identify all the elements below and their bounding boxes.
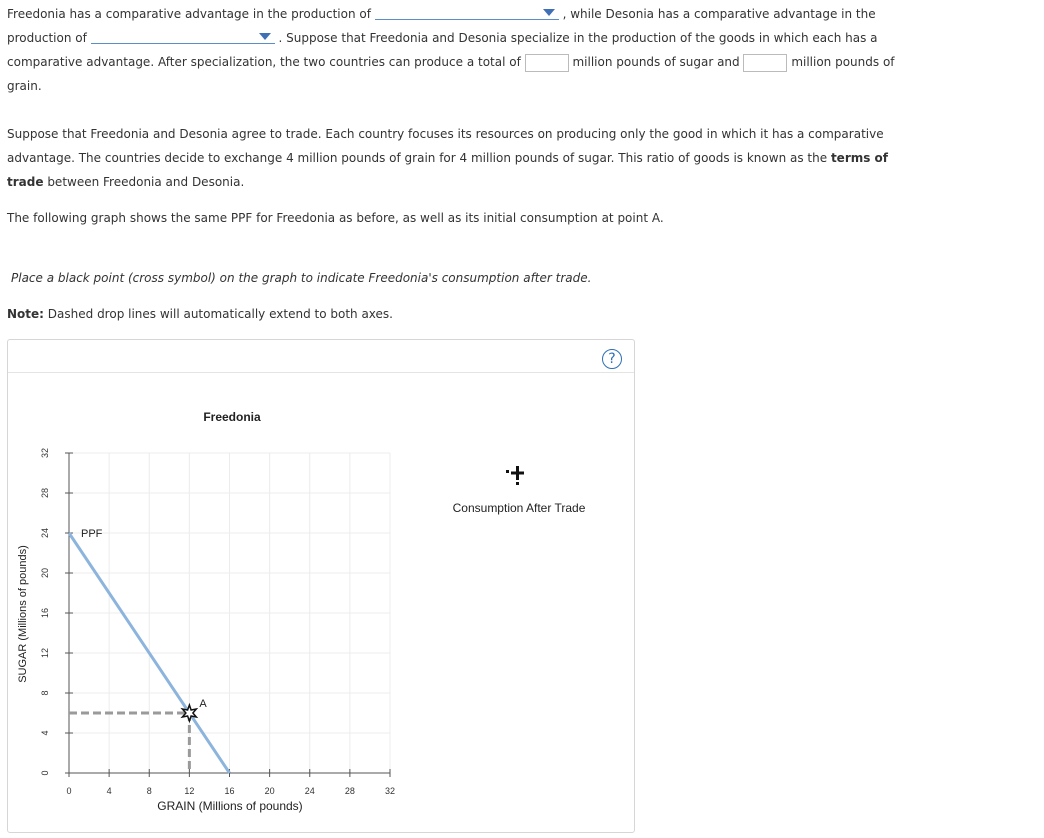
y-tick-label: 4: [40, 730, 50, 736]
ppf-label: PPF: [81, 528, 103, 540]
grain-total-input[interactable]: [743, 54, 787, 72]
q1-text-g: million pounds of: [791, 55, 895, 69]
y-tick-label: 20: [40, 567, 50, 579]
question-paragraph-2: Suppose that Freedonia and Desonia agree to trade. Each country focuses its resources on producing only the good in which it has a comparative advantage. The countries decide to exchange 4 million pounds of grain for 4 million pounds of sugar. This ratio of goods is known as the terms of trade between Freedonia and Desonia.: [7, 127, 889, 189]
note-text: Dashed drop lines will automatically extend to both axes.: [47, 307, 393, 321]
terms-of-trade-bold: terms of: [830, 151, 889, 165]
x-tick-label: 12: [184, 786, 195, 796]
q1-text-c: production of: [7, 31, 87, 45]
q1-text-b: , while Desonia has a comparative advantage in the: [562, 7, 876, 21]
q1-text-e: comparative advantage. After specialization, the two countries can produce a total of: [7, 55, 521, 69]
x-tick-label: 8: [146, 786, 152, 796]
point-a-label: A: [199, 698, 207, 710]
q1-text-d: . Suppose that Freedonia and Desonia specialize in the production of the goods in which each has a: [278, 31, 878, 45]
panel-header-divider: [8, 372, 634, 373]
cross-icon-dot-bottom: [516, 482, 519, 485]
x-tick-label: 20: [264, 786, 275, 796]
x-tick-label: 24: [304, 786, 315, 796]
chevron-down-icon: [259, 33, 271, 40]
note-line: [7, 302, 1007, 326]
chevron-down-icon: [543, 9, 555, 16]
sugar-total-input[interactable]: [525, 54, 569, 72]
q1-text-a: Freedonia has a comparative advantage in the production of: [7, 7, 371, 21]
x-axis-label: GRAIN (Millions of pounds): [157, 799, 303, 813]
y-axis-label: SUGAR (Millions of pounds): [17, 545, 29, 683]
note-label: Note:: [7, 307, 44, 321]
instruction-text: Place a black point (cross symbol) on the graph to indicate Freedonia's consumption after trade.: [11, 271, 592, 285]
help-icon[interactable]: ?: [602, 349, 622, 369]
graph-panel: [7, 339, 635, 833]
q1-text-f: million pounds of sugar and: [572, 55, 740, 69]
x-tick-label: 16: [224, 786, 235, 796]
x-tick-label: 0: [66, 786, 72, 796]
y-tick-label: 16: [40, 607, 50, 619]
question-paragraph-1: [7, 2, 1007, 98]
question-paragraph-3: The following graph shows the same PPF for Freedonia as before, as well as its initial consumption at point A.: [7, 211, 664, 225]
consumption-after-trade-label: Consumption After Trade: [452, 501, 586, 515]
x-tick-label: 4: [106, 786, 112, 796]
cross-icon-dot-left: [506, 470, 509, 473]
y-tick-label: 12: [40, 647, 50, 659]
y-tick-label: 32: [40, 447, 50, 459]
y-tick-label: 24: [40, 527, 50, 539]
comparative-advantage-dropdown-1[interactable]: [375, 5, 559, 20]
x-tick-label: 32: [384, 786, 396, 796]
chart-title: Freedonia: [203, 410, 261, 424]
comparative-advantage-dropdown-2[interactable]: [91, 29, 275, 44]
x-tick-label: 28: [344, 786, 355, 796]
y-tick-label: 0: [40, 770, 50, 776]
y-tick-label: 28: [40, 487, 50, 499]
y-tick-label: 8: [40, 690, 50, 696]
q1-text-h: grain.: [7, 79, 42, 93]
